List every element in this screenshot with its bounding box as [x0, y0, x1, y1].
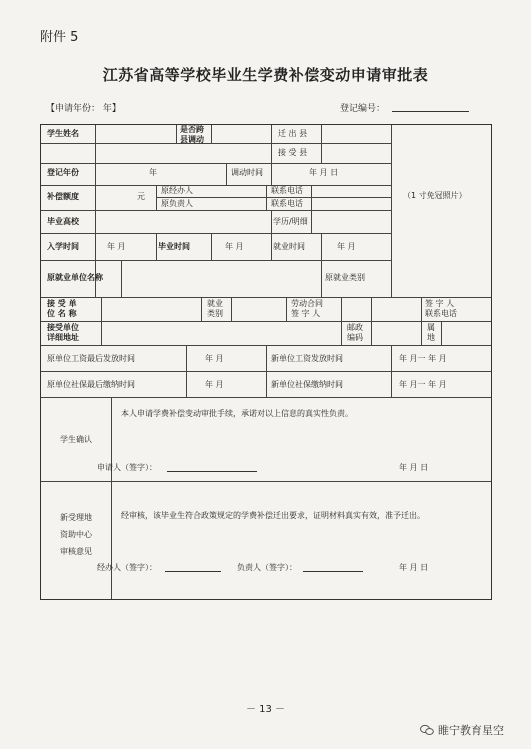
form-title: 江苏省高等学校毕业生学费补偿变动申请审批表: [102, 66, 429, 84]
watermark: [420, 722, 504, 738]
orig-employer-label: 原就业单位名称: [47, 273, 103, 282]
reg-no-label: 登记编号：: [340, 104, 386, 114]
applicant-sign-label: 申请人（签字）：: [97, 463, 157, 472]
student-confirm-label: 学生确认: [60, 435, 92, 444]
postcode-label: 邮政: [347, 323, 363, 332]
center-review-text: 经审核，该毕业生符合政策规定的学费补偿迁出要求，证明材料真实有效，准予迁出。: [121, 511, 425, 520]
applicant-sign-field[interactable]: [167, 471, 257, 472]
orig-wage-label: 原单位工资最后发放时间: [47, 354, 135, 363]
postcode-label-2: 编码: [347, 333, 363, 342]
new-insur-label: 新单位社保缴纳时间: [271, 380, 343, 389]
recv-addr-label: 接受单位: [47, 323, 79, 332]
out-county-label: 迁 出 县: [278, 129, 308, 138]
photo-placeholder: （1 寸免冠照片）: [403, 191, 467, 200]
yuan-unit: 元: [137, 192, 145, 201]
new-insur-range: 年 月一 年 月: [399, 380, 447, 389]
recv-unit-label-2: 位 名 称: [47, 309, 77, 318]
employ-time-label: 就业时间: [273, 242, 305, 251]
orig-handler-label: 原经办人: [161, 186, 193, 195]
contact-phone-label: 联系电话: [271, 186, 303, 195]
transfer-date: 年 月 日: [309, 168, 339, 177]
handler-sign-label: 经办人（签字）：: [97, 563, 157, 572]
charge-sign-label: 负责人（签字）：: [237, 563, 297, 572]
page-number: － 13 －: [245, 704, 286, 715]
student-confirm-text: 本人申请学费补偿变动审批手续，承诺对以上信息的真实性负责。: [121, 409, 353, 418]
orig-wage-date: 年 月: [205, 354, 224, 363]
center-review-label-3: 审核意见: [60, 547, 92, 556]
signer-phone-label: 联系电话: [425, 309, 457, 318]
orig-insur-label: 原单位社保最后缴纳时间: [47, 380, 135, 389]
comp-amount-label: 补偿额度: [47, 192, 79, 201]
applicant-sign-date: 年 月 日: [399, 463, 429, 472]
grad-time-label: 毕业时间: [158, 242, 190, 251]
reg-year-unit: 年: [149, 168, 157, 177]
orig-insur-date: 年 月: [205, 380, 224, 389]
labor-contract-label: 劳动合同: [291, 299, 323, 308]
belong-label-2: 地: [427, 333, 435, 342]
grad-date: 年 月: [225, 242, 244, 251]
cross-county-label: 是否跨: [180, 125, 204, 134]
signer-label: 签 字 人: [425, 299, 455, 308]
student-name-label: 学生姓名: [47, 129, 79, 138]
watermark-text: 睢宁教育星空: [438, 724, 504, 737]
in-county-label: 接 受 县: [278, 148, 308, 157]
center-review-label: 新受理地: [60, 513, 92, 522]
contact-phone-label-2: 联系电话: [271, 199, 303, 208]
form-table: [40, 124, 492, 600]
center-review-label-2: 资助中心: [60, 530, 92, 539]
recv-unit-label: 接 受 单: [47, 299, 77, 308]
labor-contract-label-2: 签 字 人: [291, 309, 321, 318]
attachment-label: 附件 5: [40, 30, 79, 45]
cross-county-label-2: 县调动: [180, 135, 204, 144]
charge-sign-field[interactable]: [303, 571, 363, 572]
transfer-time-label: 调动时间: [231, 168, 263, 177]
new-wage-label: 新单位工资发放时间: [271, 354, 343, 363]
recv-addr-label-2: 详细地址: [47, 333, 79, 342]
grad-school-label: 毕业高校: [47, 217, 79, 226]
employ-type-label: 就业: [207, 299, 223, 308]
employ-type-label-2: 类别: [207, 309, 223, 318]
enroll-time-label: 入学时间: [47, 242, 79, 251]
wechat-icon: [420, 724, 434, 736]
enroll-date: 年 月: [107, 242, 126, 251]
education-label: 学历/明细: [273, 217, 308, 226]
apply-year: 【申请年份： 年】: [46, 104, 121, 114]
reg-no-field[interactable]: [392, 111, 469, 112]
orig-charge-label: 原负责人: [161, 199, 193, 208]
orig-employ-type-label: 原就业类别: [325, 273, 365, 282]
center-sign-date: 年 月 日: [399, 563, 429, 572]
new-wage-range: 年 月一 年 月: [399, 354, 447, 363]
belong-label: 属: [427, 323, 435, 332]
handler-sign-field[interactable]: [165, 571, 221, 572]
employ-date: 年 月: [337, 242, 356, 251]
reg-year-label: 登记年份: [47, 168, 79, 177]
